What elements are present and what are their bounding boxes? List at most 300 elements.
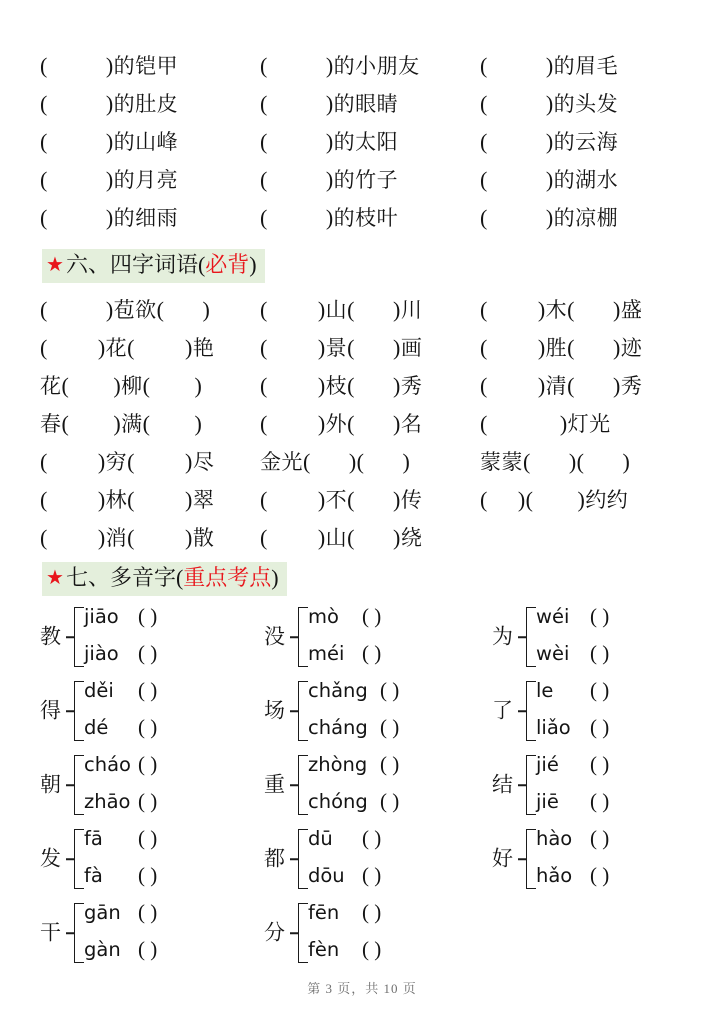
reading-list (536, 748, 712, 822)
reading-row (84, 752, 264, 782)
reading-list (308, 822, 492, 896)
word-answer-blank[interactable]: ( ) (590, 677, 610, 702)
noun-phrase-item (480, 88, 704, 118)
open-paren: ( (347, 335, 355, 360)
polyphonic-group (492, 822, 712, 896)
word-answer-blank[interactable]: ( ) (590, 825, 610, 850)
pinyin-label: fà (84, 863, 103, 887)
close-paren: ) (517, 487, 526, 512)
polyphonic-character: 为 (492, 624, 513, 649)
idiom-item (260, 370, 480, 400)
noun-phrase-row (40, 160, 704, 198)
close-paren: ) (97, 449, 106, 474)
prompt-characters: 柳 (121, 374, 143, 398)
prompt-characters: 春 (40, 412, 62, 436)
prompt-characters: 花 (105, 336, 128, 360)
prompt-characters: 迹 (620, 336, 643, 360)
polyphonic-group (264, 822, 492, 896)
close-paren: ) (612, 297, 621, 322)
reading-row (84, 900, 264, 930)
close-paren: ) (392, 373, 401, 398)
prompt-characters: 名 (400, 412, 423, 436)
close-paren: ) (559, 411, 568, 436)
open-paren: ( (260, 373, 268, 398)
word-answer-blank[interactable]: ( ) (590, 862, 610, 887)
word-answer-blank[interactable]: ( ) (590, 751, 610, 776)
idiom-item (40, 522, 260, 552)
open-paren: ( (347, 373, 355, 398)
section-seven-header (42, 562, 287, 596)
reading-list (536, 674, 712, 748)
brace-icon (298, 607, 308, 667)
word-answer-blank[interactable]: ( ) (138, 751, 158, 776)
open-paren: ( (40, 297, 48, 322)
idiom-item (260, 332, 480, 362)
idiom-row (40, 442, 704, 480)
brace-icon (298, 829, 308, 889)
reading-row (84, 641, 264, 671)
section-seven-title: 七、多音字 (65, 565, 176, 590)
noun-phrase-item (40, 164, 260, 194)
prompt-characters: 的湖水 (553, 168, 619, 192)
polyphonic-character: 分 (264, 920, 285, 945)
open-paren: ( (480, 411, 488, 436)
open-paren: ( (40, 449, 48, 474)
polyphonic-character: 没 (264, 624, 285, 649)
prompt-characters: 的竹子 (333, 168, 399, 192)
open-paren: ( (480, 487, 488, 512)
close-paren: ) (325, 53, 334, 78)
noun-phrase-row (40, 122, 704, 160)
open-paren: ( (127, 449, 135, 474)
open-paren: ( (303, 449, 311, 474)
open-paren: ( (525, 487, 534, 512)
brace-icon (74, 829, 84, 889)
open-paren: ( (480, 167, 488, 192)
brace-icon (526, 829, 536, 889)
close-paren: ) (184, 525, 193, 550)
idiom-item (480, 408, 704, 438)
reading-row (308, 641, 492, 671)
reading-row (84, 863, 264, 893)
open-paren: ( (347, 487, 355, 512)
noun-phrase-item (40, 202, 260, 232)
polyphonic-group (264, 748, 492, 822)
prompt-characters: 外 (325, 412, 348, 436)
open-paren: ( (260, 129, 268, 154)
brace-icon (526, 681, 536, 741)
open-paren: ( (480, 373, 488, 398)
prompt-characters: 的铠甲 (113, 54, 179, 78)
close-paren: ) (317, 335, 326, 360)
close-paren: ) (317, 525, 326, 550)
close-paren: ) (194, 411, 203, 436)
pinyin-label: cháo (84, 752, 131, 776)
word-answer-blank[interactable]: ( ) (138, 677, 158, 702)
open-paren: ( (356, 449, 365, 474)
section-seven-close-paren: ) (271, 565, 279, 590)
star-icon: ★ (46, 567, 64, 590)
close-paren: ) (325, 129, 334, 154)
section-six-title: 六、四字词语 (65, 252, 198, 277)
word-answer-blank[interactable]: ( ) (138, 640, 158, 665)
word-answer-blank[interactable]: ( ) (590, 788, 610, 813)
pinyin-label: fèn (308, 937, 340, 961)
close-paren: ) (612, 373, 621, 398)
open-paren: ( (40, 205, 48, 230)
open-paren: ( (127, 525, 135, 550)
prompt-characters: 传 (400, 488, 423, 512)
noun-phrase-row (40, 84, 704, 122)
polyphonic-character: 朝 (40, 772, 61, 797)
close-paren: ) (202, 297, 211, 322)
pinyin-label: hào (536, 826, 573, 850)
close-paren: ) (545, 205, 554, 230)
close-paren: ) (325, 167, 334, 192)
polyphonic-character: 了 (492, 698, 513, 723)
polyphonic-character: 干 (40, 920, 61, 945)
idiom-row (40, 404, 704, 442)
section-six-open-paren: ( (197, 252, 206, 277)
close-paren: ) (577, 487, 586, 512)
section-six-close-paren: ) (249, 252, 257, 277)
close-paren: ) (317, 297, 326, 322)
reading-list (536, 600, 712, 674)
close-paren: ) (325, 205, 334, 230)
prompt-characters: 尽 (192, 450, 215, 474)
idiom-item (40, 408, 260, 438)
open-paren: ( (347, 525, 355, 550)
polyphonic-character: 发 (40, 846, 61, 871)
idiom-item (40, 332, 260, 362)
polyphonic-character: 重 (264, 772, 285, 797)
close-paren: ) (325, 91, 334, 116)
reading-list (308, 748, 492, 822)
word-answer-blank[interactable]: ( ) (362, 603, 382, 628)
reading-list (308, 600, 492, 674)
polyphonic-group (40, 822, 264, 896)
reading-row (536, 641, 712, 671)
brace-icon (74, 681, 84, 741)
section-six-header (42, 249, 265, 283)
close-paren: ) (392, 411, 401, 436)
close-paren: ) (545, 53, 554, 78)
pinyin-label: gān (84, 900, 121, 924)
pinyin-label: jiào (84, 641, 119, 665)
close-paren: ) (113, 411, 122, 436)
open-paren: ( (40, 487, 48, 512)
prompt-characters: 满 (121, 412, 143, 436)
close-paren: ) (184, 487, 193, 512)
polyphonic-group (40, 600, 264, 674)
word-answer-blank[interactable]: ( ) (138, 899, 158, 924)
polyphonic-character: 都 (264, 846, 285, 871)
prompt-characters: 盛 (620, 298, 643, 322)
pinyin-label: jié (536, 752, 559, 776)
prompt-characters: 的小朋友 (333, 54, 420, 78)
close-paren: ) (184, 335, 193, 360)
brace-icon (298, 903, 308, 963)
four-char-idiom-block (40, 290, 704, 556)
close-paren: ) (402, 449, 411, 474)
idiom-item (40, 370, 260, 400)
prompt-characters: 的云海 (553, 130, 619, 154)
idiom-row (40, 328, 704, 366)
polyphonic-character: 场 (264, 698, 285, 723)
word-answer-blank[interactable]: ( ) (380, 751, 400, 776)
close-paren: ) (537, 297, 546, 322)
idiom-item (480, 484, 704, 514)
pinyin-label: mò (308, 604, 339, 628)
reading-row (308, 826, 492, 856)
reading-list (84, 822, 264, 896)
word-answer-blank[interactable]: ( ) (362, 899, 382, 924)
polyphonic-group (40, 674, 264, 748)
noun-phrase-item (40, 126, 260, 156)
reading-row (536, 604, 712, 634)
prompt-characters: 的头发 (553, 92, 619, 116)
word-answer-blank[interactable]: ( ) (362, 825, 382, 850)
reading-row (308, 937, 492, 967)
noun-phrase-item (260, 50, 480, 80)
prompt-characters: 的山峰 (113, 130, 179, 154)
prompt-characters: 花 (40, 374, 62, 398)
reading-row (536, 752, 712, 782)
open-paren: ( (480, 91, 488, 116)
close-paren: ) (317, 411, 326, 436)
word-answer-blank[interactable]: ( ) (362, 936, 382, 961)
open-paren: ( (40, 129, 48, 154)
prompt-characters: 胜 (545, 336, 568, 360)
close-paren: ) (317, 487, 326, 512)
open-paren: ( (567, 335, 575, 360)
open-paren: ( (40, 335, 48, 360)
close-paren: ) (392, 525, 401, 550)
prompt-characters: 木 (545, 298, 568, 322)
pinyin-label: le (536, 678, 554, 702)
close-paren: ) (105, 205, 114, 230)
brace-icon (74, 903, 84, 963)
close-paren: ) (317, 373, 326, 398)
reading-row (308, 715, 492, 745)
polyphonic-group (492, 674, 712, 748)
word-answer-blank[interactable]: ( ) (138, 788, 158, 813)
open-paren: ( (480, 297, 488, 322)
open-paren: ( (61, 373, 70, 398)
open-paren: ( (260, 167, 268, 192)
open-paren: ( (567, 373, 575, 398)
word-answer-blank[interactable]: ( ) (590, 640, 610, 665)
brace-icon (526, 607, 536, 667)
prompt-characters: 金光 (260, 450, 303, 474)
prompt-characters: 山 (325, 526, 348, 550)
noun-phrase-item (480, 202, 704, 232)
open-paren: ( (61, 411, 70, 436)
word-answer-blank[interactable]: ( ) (138, 825, 158, 850)
pinyin-label: gàn (84, 937, 121, 961)
open-paren: ( (347, 411, 355, 436)
idiom-item (480, 370, 704, 400)
pinyin-label: dōu (308, 863, 345, 887)
idiom-item (40, 484, 260, 514)
section-six-note: 必背 (205, 252, 250, 277)
polyphonic-group (264, 600, 492, 674)
pinyin-label: hǎo (536, 863, 573, 887)
open-paren: ( (260, 525, 268, 550)
noun-phrase-row (40, 198, 704, 236)
idiom-row (40, 480, 704, 518)
noun-phrase-item (260, 164, 480, 194)
polyphonic-character: 教 (40, 624, 61, 649)
idiom-row (40, 518, 704, 556)
word-answer-blank[interactable]: ( ) (362, 862, 382, 887)
word-answer-blank[interactable]: ( ) (138, 862, 158, 887)
noun-phrase-item (260, 126, 480, 156)
close-paren: ) (545, 167, 554, 192)
prompt-characters: 林 (105, 488, 128, 512)
open-paren: ( (347, 297, 355, 322)
idiom-item (260, 408, 480, 438)
reading-row (84, 715, 264, 745)
prompt-characters: 灯光 (567, 412, 611, 436)
pinyin-label: wéi (536, 604, 570, 628)
open-paren: ( (480, 205, 488, 230)
reading-list (84, 748, 264, 822)
polyphonic-group (264, 674, 492, 748)
reading-row (536, 678, 712, 708)
prompt-characters: 苞欲 (113, 298, 157, 322)
brace-icon (74, 607, 84, 667)
close-paren: ) (392, 297, 401, 322)
reading-row (308, 863, 492, 893)
section-seven-note: 重点考点 (183, 565, 272, 590)
polyphonic-group (264, 896, 492, 970)
reading-row (84, 826, 264, 856)
reading-row (536, 863, 712, 893)
pinyin-label: fā (84, 826, 103, 850)
pinyin-label: dé (84, 715, 109, 739)
polyphonic-group (40, 896, 264, 970)
noun-phrase-item (480, 164, 704, 194)
word-answer-blank[interactable]: ( ) (138, 936, 158, 961)
close-paren: ) (105, 53, 114, 78)
reading-row (308, 604, 492, 634)
prompt-characters: 艳 (192, 336, 215, 360)
reading-row (308, 900, 492, 930)
pinyin-label: cháng (308, 715, 368, 739)
reading-row (308, 752, 492, 782)
idiom-item (260, 294, 480, 324)
pinyin-label: zhòng (308, 752, 368, 776)
prompt-characters: 的太阳 (333, 130, 399, 154)
pinyin-label: chóng (308, 789, 368, 813)
reading-row (536, 789, 712, 819)
word-answer-blank[interactable]: ( ) (380, 677, 400, 702)
close-paren: ) (392, 487, 401, 512)
close-paren: ) (113, 373, 122, 398)
pinyin-label: fēn (308, 900, 340, 924)
close-paren: ) (97, 525, 106, 550)
open-paren: ( (142, 411, 151, 436)
section-seven-open-paren: ( (175, 565, 184, 590)
idiom-item (480, 332, 704, 362)
open-paren: ( (260, 297, 268, 322)
close-paren: ) (537, 335, 546, 360)
open-paren: ( (567, 297, 575, 322)
reading-list (84, 896, 264, 970)
close-paren: ) (105, 297, 114, 322)
open-paren: ( (142, 373, 151, 398)
prompt-characters: 穷 (105, 450, 128, 474)
reading-row (84, 789, 264, 819)
polyphonic-character: 得 (40, 698, 61, 723)
prompt-characters: 散 (192, 526, 215, 550)
brace-icon (74, 755, 84, 815)
open-paren: ( (40, 91, 48, 116)
reading-row (536, 826, 712, 856)
close-paren: ) (97, 335, 106, 360)
idiom-item (260, 484, 480, 514)
prompt-characters: 消 (105, 526, 128, 550)
open-paren: ( (260, 205, 268, 230)
close-paren: ) (194, 373, 203, 398)
open-paren: ( (260, 53, 268, 78)
word-answer-blank[interactable]: ( ) (380, 714, 400, 739)
reading-row (536, 715, 712, 745)
page-footer: 第 3 页，共 10 页 (307, 981, 417, 996)
idiom-item (40, 294, 260, 324)
idiom-item (260, 446, 480, 476)
word-answer-blank[interactable]: ( ) (590, 714, 610, 739)
reading-list (308, 896, 492, 970)
prompt-characters: 的眉毛 (553, 54, 619, 78)
idiom-item (480, 446, 704, 476)
open-paren: ( (576, 449, 585, 474)
close-paren: ) (348, 449, 357, 474)
reading-row (308, 678, 492, 708)
prompt-characters: 绕 (400, 526, 423, 550)
close-paren: ) (105, 167, 114, 192)
pinyin-label: jiāo (84, 604, 119, 628)
word-answer-blank[interactable]: ( ) (590, 603, 610, 628)
open-paren: ( (260, 411, 268, 436)
pinyin-label: chǎng (308, 678, 368, 702)
word-answer-blank[interactable]: ( ) (138, 714, 158, 739)
prompt-characters: 的凉棚 (553, 206, 619, 230)
idiom-row (40, 366, 704, 404)
pinyin-label: liǎo (536, 715, 571, 739)
close-paren: ) (392, 335, 401, 360)
open-paren: ( (40, 167, 48, 192)
reading-row (84, 937, 264, 967)
close-paren: ) (537, 373, 546, 398)
prompt-characters: 蒙蒙 (480, 450, 523, 474)
prompt-characters: 清 (545, 374, 568, 398)
noun-phrase-row (40, 46, 704, 84)
close-paren: ) (545, 129, 554, 154)
polyphonic-group (492, 600, 712, 674)
word-answer-blank[interactable]: ( ) (362, 640, 382, 665)
noun-phrase-item (40, 50, 260, 80)
prompt-characters: 的细雨 (113, 206, 179, 230)
open-paren: ( (480, 335, 488, 360)
word-answer-blank[interactable]: ( ) (380, 788, 400, 813)
open-paren: ( (156, 297, 165, 322)
polyphonic-group (492, 748, 712, 822)
word-answer-blank[interactable]: ( ) (138, 603, 158, 628)
brace-icon (298, 755, 308, 815)
pinyin-label: wèi (536, 641, 570, 665)
